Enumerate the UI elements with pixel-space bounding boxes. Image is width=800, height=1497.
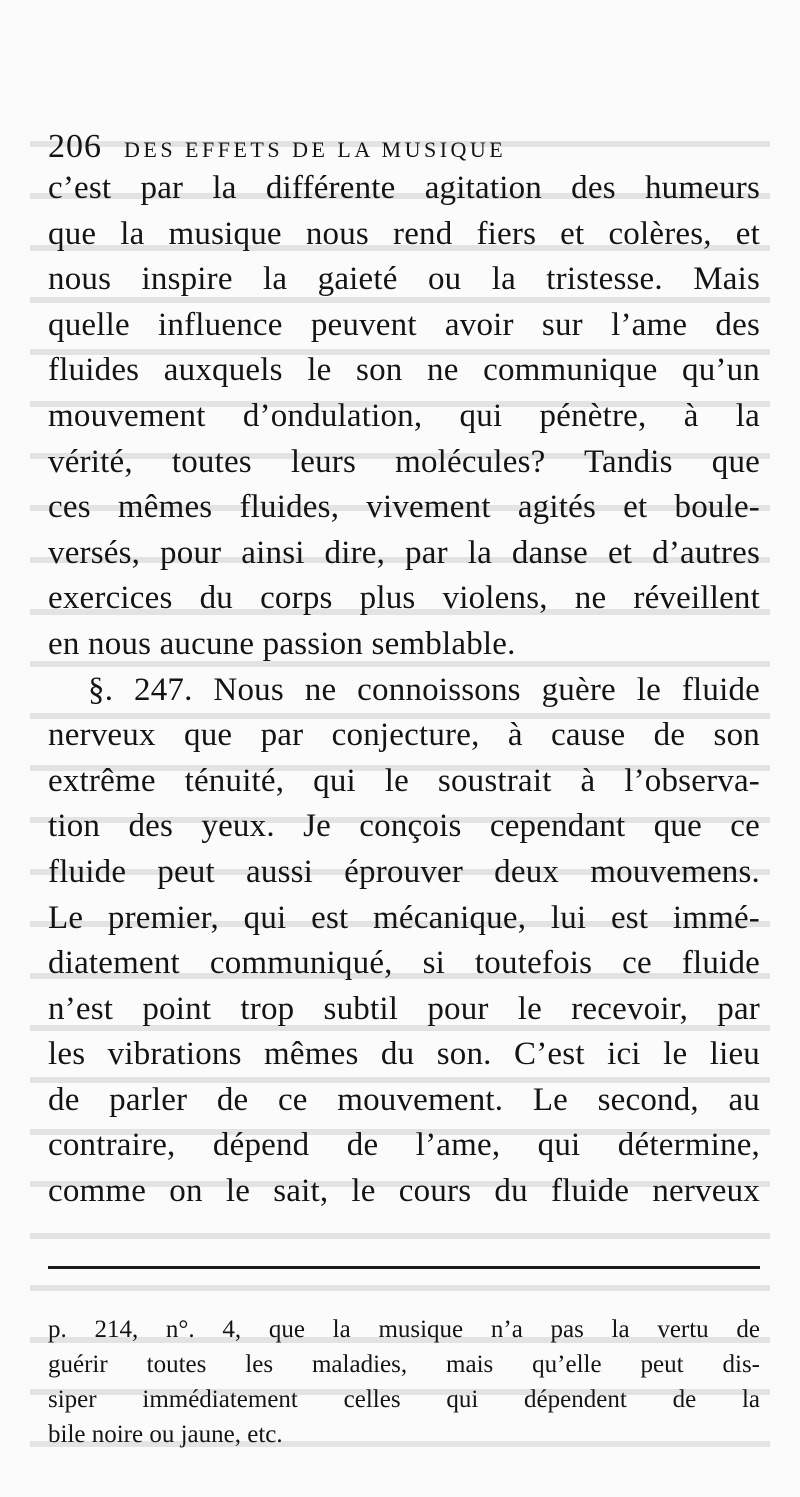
text-line: vérité, toutes leurs molécules? Tandis que	[48, 443, 760, 480]
text-line: c’est par la différente agitation des humeurs	[48, 170, 760, 206]
main-text	[48, 166, 760, 1215]
footnote-line: guérir toutes les maladies, mais qu’elle peut dis-	[48, 1351, 760, 1378]
page-number: 206	[48, 128, 102, 165]
footnote	[48, 1312, 760, 1452]
text-line: fluides auxquels le son ne communique qu’un	[48, 352, 760, 389]
text-line: de parler de ce mouvement. Le second, au	[48, 1081, 760, 1118]
text-line: n’est point trop subtil pour le recevoir, par	[48, 990, 760, 1027]
text-line: contraire, dépend de l’ame, qui détermine,	[48, 1127, 760, 1164]
text-line: diatement communiqué, si toutefois ce fluide	[48, 945, 760, 982]
text-line: extrême ténuité, qui le soustrait à l’observa-	[48, 762, 760, 799]
running-title: DES EFFETS DE LA MUSIQUE	[124, 137, 507, 162]
text-line: ces mêmes fluides, vivement agités et boule-	[48, 489, 760, 526]
text-line: quelle influence peuvent avoir sur l’ame des	[48, 306, 760, 343]
footnote-line: p. 214, n°. 4, que la musique n’a pas la vertu de	[48, 1316, 760, 1343]
text-line: mouvement d’ondulation, qui pénètre, à la	[48, 397, 760, 434]
text-line: exercices du corps plus violens, ne réveillent	[48, 580, 760, 617]
footnote-rule	[48, 1266, 760, 1269]
text-line: les vibrations mêmes du son. C’est ici le lieu	[48, 1036, 760, 1073]
text-line: comme on le sait, le cours du fluide nerveux	[48, 1173, 760, 1210]
footnote-line: siper immédiatement celles qui dépendent de la	[48, 1386, 760, 1413]
text-line: Le premier, qui est mécanique, lui est immé-	[48, 899, 760, 936]
text-line: fluide peut aussi éprouver deux mouvemens.	[48, 853, 760, 890]
text-line: que la musique nous rend fiers et colères, et	[48, 215, 760, 252]
text-line: nerveux que par conjecture, à cause de son	[48, 717, 760, 754]
footnote-line: bile noire ou jaune, etc.	[48, 1421, 283, 1448]
section-start-line: §. 247. Nous ne connoissons guère le fluide	[88, 671, 760, 708]
text-line: tion des yeux. Je conçois cependant que ce	[48, 808, 760, 845]
text-line: en nous aucune passion semblable.	[48, 625, 516, 662]
text-line: versés, pour ainsi dire, par la danse et d’autres	[48, 534, 760, 571]
page-header	[48, 128, 760, 168]
text-line: nous inspire la gaieté ou la tristesse. Mais	[48, 261, 760, 298]
